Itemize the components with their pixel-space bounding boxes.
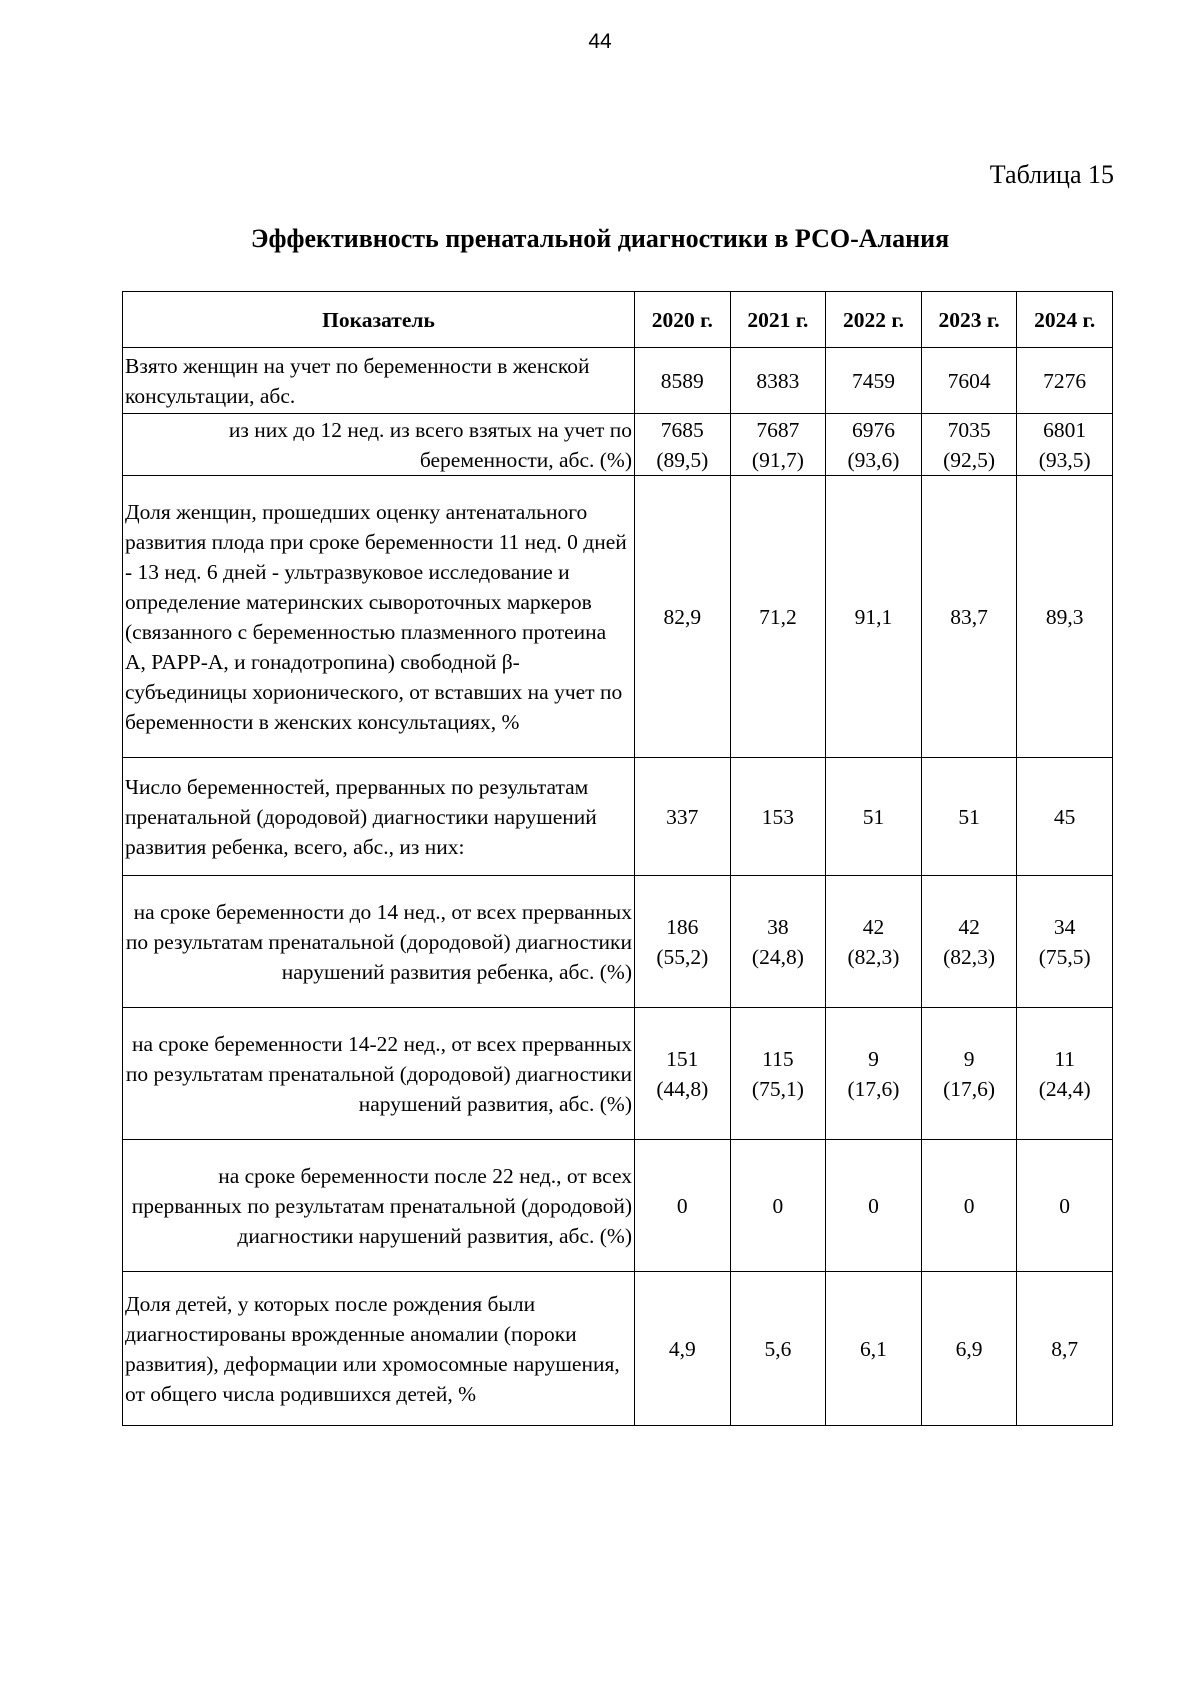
table-title: Эффективность пренатальной диагностики в РСО-Алания (250, 224, 950, 253)
value-cell (1017, 476, 1113, 758)
value-percent: (17,6) (943, 1076, 996, 1101)
value-cell (1017, 414, 1113, 476)
value-cell (826, 758, 922, 876)
value-main: 153 (761, 804, 795, 829)
value-main: 89,3 (1045, 604, 1084, 629)
value-main: 45 (1053, 804, 1076, 829)
value-cell (730, 1140, 826, 1272)
value-main: 9 (868, 1046, 879, 1071)
value-percent: (44,8) (656, 1076, 709, 1101)
value-cell (826, 1140, 922, 1272)
value-percent: (75,5) (1038, 944, 1091, 969)
table-row (123, 348, 1113, 414)
value-cell (826, 476, 922, 758)
value-cell (730, 476, 826, 758)
value-cell (826, 1008, 922, 1140)
value-cell (730, 758, 826, 876)
value-cell (635, 1272, 731, 1426)
table-label: Таблица 15 (989, 160, 1114, 189)
table-row (123, 1140, 1113, 1272)
value-percent: (82,3) (943, 944, 996, 969)
value-cell (730, 348, 826, 414)
value-main: 7459 (851, 368, 895, 393)
value-main: 91,1 (854, 604, 893, 629)
value-cell (635, 1008, 731, 1140)
value-percent: (89,5) (656, 447, 709, 472)
value-main: 0 (868, 1193, 879, 1218)
value-main: 7276 (1043, 368, 1087, 393)
value-main: 151 (666, 1046, 699, 1071)
value-main: 38 (767, 914, 789, 939)
value-cell (635, 414, 731, 476)
value-cell (635, 1140, 731, 1272)
value-cell (730, 876, 826, 1008)
page-number: 44 (588, 30, 612, 53)
value-percent: (75,1) (751, 1076, 804, 1101)
table-row (123, 758, 1113, 876)
header-year: 2022 г. (826, 292, 922, 348)
value-main: 6801 (1043, 417, 1087, 442)
value-percent: (92,5) (943, 447, 996, 472)
header-year: 2024 г. (1017, 292, 1113, 348)
value-main: 4,9 (668, 1336, 696, 1361)
value-cell (921, 1140, 1017, 1272)
table-row (123, 876, 1113, 1008)
value-cell (1017, 1272, 1113, 1426)
value-main: 0 (676, 1193, 688, 1218)
value-main: 82,9 (663, 604, 702, 629)
value-percent: (55,2) (656, 944, 709, 969)
value-cell (921, 1008, 1017, 1140)
header-year: 2023 г. (921, 292, 1017, 348)
value-main: 0 (963, 1193, 975, 1218)
header-year: 2021 г. (730, 292, 826, 348)
indicator-cell: Доля детей, у которых после рождения были диагностированы врожденные аномалии (пороки развития), деформации или хромосомные нарушения, от общего числа родившихся детей, % (123, 1272, 635, 1426)
value-main: 51 (862, 804, 885, 829)
value-main: 7687 (756, 417, 800, 442)
value-cell (921, 758, 1017, 876)
value-main: 34 (1053, 914, 1076, 939)
value-main: 0 (772, 1193, 784, 1218)
value-cell (1017, 1008, 1113, 1140)
value-main: 6,9 (955, 1336, 983, 1361)
value-cell (826, 414, 922, 476)
value-cell (1017, 348, 1113, 414)
value-cell (730, 414, 826, 476)
value-percent: (91,7) (751, 447, 804, 472)
table-header-row (123, 292, 1113, 348)
value-cell (826, 876, 922, 1008)
table-row (123, 476, 1113, 758)
value-main: 83,7 (950, 604, 988, 629)
value-cell (635, 348, 731, 414)
value-cell (730, 1272, 826, 1426)
value-cell (921, 876, 1017, 1008)
value-cell (921, 414, 1017, 476)
table-row (123, 1272, 1113, 1426)
value-main: 8,7 (1051, 1336, 1079, 1361)
value-percent: (82,3) (847, 944, 900, 969)
value-cell (635, 876, 731, 1008)
value-percent: (24,8) (751, 944, 804, 969)
value-main: 42 (862, 914, 885, 939)
value-cell (1017, 1140, 1113, 1272)
value-main: 8589 (660, 368, 704, 393)
value-main: 7604 (947, 368, 991, 393)
header-indicator: Показатель (123, 292, 635, 348)
value-main: 51 (958, 804, 980, 829)
value-percent: (17,6) (847, 1076, 900, 1101)
value-cell (921, 476, 1017, 758)
table-row (123, 414, 1113, 476)
table-row (123, 1008, 1113, 1140)
value-main: 337 (666, 804, 699, 829)
indicator-cell: на сроке беременности после 22 нед., от всех прерванных по результатам пренатальной (дородовой) диагностики нарушений развития, абс. (%) (123, 1140, 635, 1272)
value-cell (635, 476, 731, 758)
value-main: 11 (1054, 1046, 1076, 1071)
value-percent: (93,6) (847, 447, 900, 472)
value-cell (730, 1008, 826, 1140)
indicator-cell: на сроке беременности 14-22 нед., от всех прерванных по результатам пренатальной (дородовой) диагностики нарушений развития, абс. (%) (123, 1008, 635, 1140)
value-main: 42 (958, 914, 980, 939)
prenatal-diagnostics-table (122, 291, 1113, 1426)
value-cell (1017, 876, 1113, 1008)
value-cell (635, 758, 731, 876)
indicator-cell: Число беременностей, прерванных по результатам пренатальной (дородовой) диагностики нарушений развития ребенка, всего, абс., из них: (123, 758, 635, 876)
value-main: 115 (762, 1046, 794, 1071)
value-cell (921, 348, 1017, 414)
indicator-cell: Доля женщин, прошедших оценку антенатального развития плода при сроке беременности 11 нед. 0 дней - 13 нед. 6 дней - ультразвуковое исследование и определение материнских сывороточных маркеров (связанного с беременностью плазменного протеина А, PAPP-A, и гонадотропина) свободной β-субъединицы хорионического, от вставших на учет по беременности в женских консультациях, % (123, 476, 635, 758)
header-year: 2020 г. (635, 292, 731, 348)
value-main: 8383 (756, 368, 800, 393)
value-cell (826, 1272, 922, 1426)
value-main: 7035 (947, 417, 991, 442)
value-main: 6976 (851, 417, 895, 442)
indicator-cell: Взято женщин на учет по беременности в женской консультации, абс. (123, 348, 635, 414)
value-main: 186 (666, 914, 699, 939)
value-cell (921, 1272, 1017, 1426)
indicator-cell: на сроке беременности до 14 нед., от всех прерванных по результатам пренатальной (дородовой) диагностики нарушений развития ребенка, абс. (%) (123, 876, 635, 1008)
value-cell (826, 348, 922, 414)
indicator-cell: из них до 12 нед. из всего взятых на учет по беременности, абс. (%) (123, 414, 635, 476)
value-main: 6,1 (860, 1336, 887, 1361)
value-main: 0 (1059, 1193, 1071, 1218)
value-percent: (93,5) (1038, 447, 1091, 472)
value-main: 5,6 (764, 1336, 792, 1361)
value-main: 71,2 (759, 604, 797, 629)
value-percent: (24,4) (1038, 1076, 1091, 1101)
value-main: 7685 (660, 417, 704, 442)
value-cell (1017, 758, 1113, 876)
value-main: 9 (963, 1046, 975, 1071)
